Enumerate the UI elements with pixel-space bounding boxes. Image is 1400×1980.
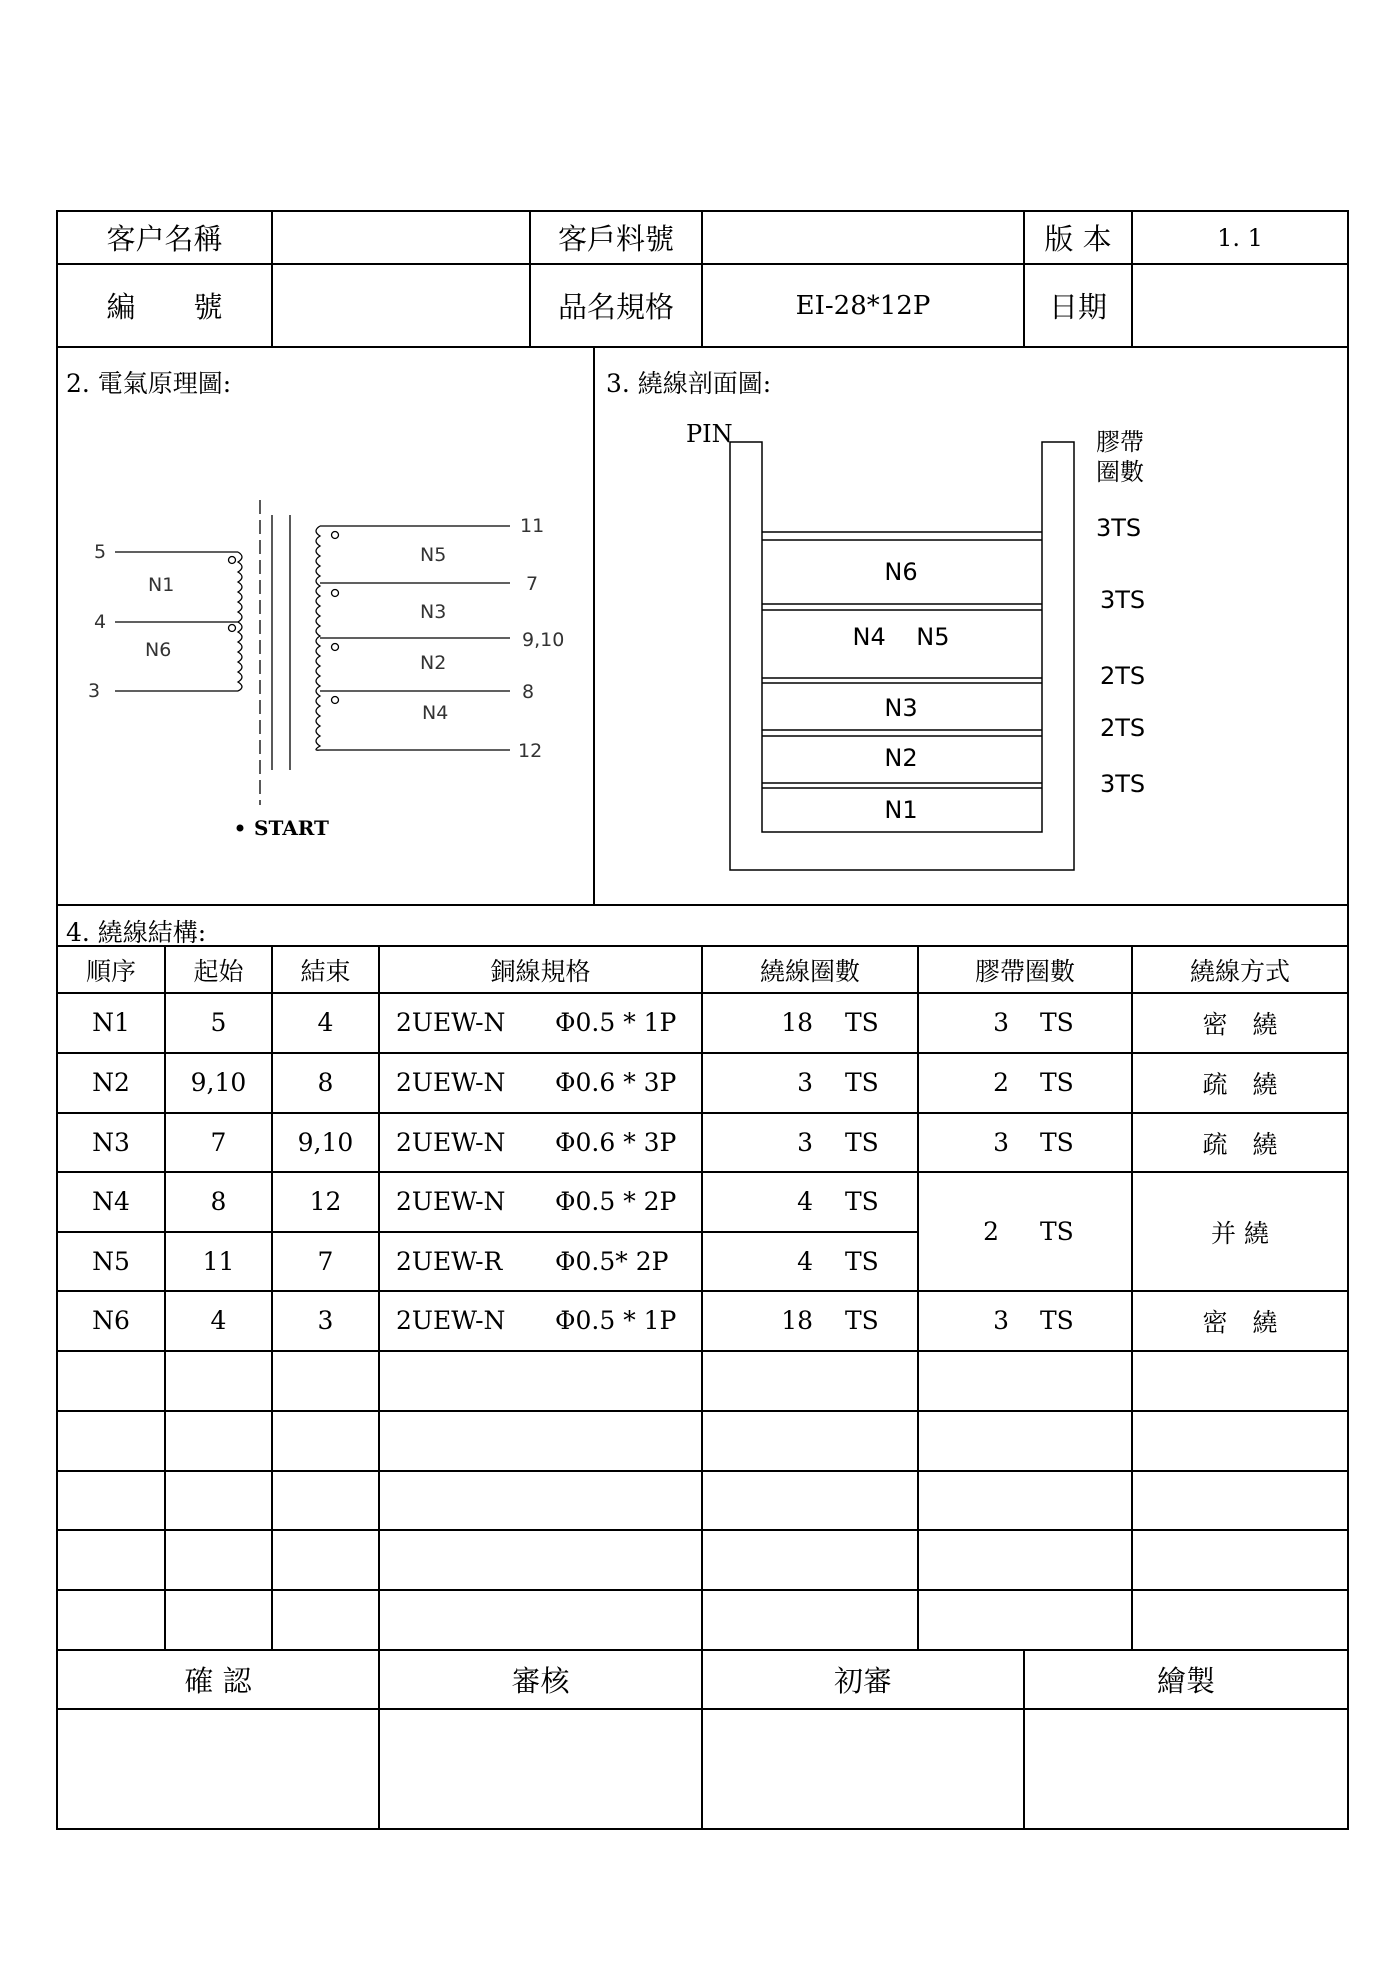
spec-label: 品名規格: [557, 290, 674, 324]
cell-end: 9,10: [297, 1128, 354, 1157]
cell-sequence: N5: [92, 1247, 130, 1276]
winding-title: 4. 繞線結構:: [66, 918, 207, 947]
cell-sequence: N4: [92, 1187, 130, 1216]
cell-end: 8: [317, 1068, 334, 1097]
cell-turns-unit: TS: [845, 1306, 879, 1335]
cell-start: 4: [210, 1306, 227, 1335]
cell-turns-unit: TS: [845, 1247, 879, 1276]
cell-wire: 2UEW-N: [396, 1068, 506, 1097]
winding-label: N4: [422, 702, 449, 724]
customer-part-label: 客戶料號: [557, 222, 674, 256]
cell-method: 密 繞: [1202, 1009, 1278, 1039]
pin-label: 12: [518, 740, 543, 762]
layer-label: N4 N5: [852, 623, 950, 651]
cell-tape: 3: [993, 1306, 1009, 1335]
cell-diameter: Φ0.5 * 1P: [555, 1008, 677, 1037]
winding-label: N1: [148, 574, 175, 596]
column-header: 銅線規格: [490, 956, 591, 986]
winding-label: N6: [145, 639, 172, 661]
cell-method: 疏 繞: [1202, 1129, 1278, 1159]
column-header: 起始: [193, 956, 244, 986]
cell-start: 11: [202, 1247, 235, 1276]
tape-turns: 2TS: [1100, 714, 1146, 742]
border-line: [56, 904, 1349, 906]
cell-method: 疏 繞: [1202, 1069, 1278, 1099]
cell-turns: 4: [797, 1187, 813, 1216]
tape-turns: 2TS: [1100, 662, 1146, 690]
cell-end: 3: [317, 1306, 334, 1335]
customer-name-value: [273, 212, 529, 263]
signoff-label: 審核: [511, 1664, 570, 1698]
signoff-label: 繪製: [1156, 1664, 1215, 1698]
cell-start: 5: [210, 1008, 227, 1037]
cell-sequence: N3: [92, 1128, 130, 1157]
column-header: 繞線圈數: [759, 956, 860, 986]
cell-tape: 3: [993, 1128, 1009, 1157]
column-header: 順序: [85, 956, 136, 986]
cell-turns-unit: TS: [845, 1128, 879, 1157]
pin-label: 3: [88, 680, 101, 702]
code-label: 編 號: [106, 290, 223, 324]
pin-label: 5: [94, 541, 107, 563]
customer-part-value: [703, 212, 1023, 263]
cross-section-diagram: [596, 400, 1346, 900]
layer-label: N1: [884, 796, 918, 824]
cell-tape: 2: [993, 1068, 1009, 1097]
cell-turns: 4: [797, 1247, 813, 1276]
cell-turns-unit: TS: [845, 1187, 879, 1216]
cell-method: 密 繞: [1202, 1307, 1278, 1337]
cell-end: 7: [317, 1247, 334, 1276]
start-label: START: [254, 816, 329, 840]
tape-turns: 3TS: [1100, 586, 1146, 614]
column-header: 膠帶圈數: [974, 956, 1075, 986]
pin-label: PIN: [686, 420, 733, 448]
border-line: [378, 945, 380, 1650]
cell-turns: 3: [797, 1128, 813, 1157]
cell-tape-unit: TS: [1040, 1068, 1074, 1097]
customer-name-label: 客户名稱: [106, 222, 223, 256]
cell-tape-unit: TS: [1040, 1008, 1074, 1037]
schematic-title: 2. 電氣原理圖:: [66, 369, 232, 398]
cell-diameter: Φ0.5 * 1P: [555, 1306, 677, 1335]
cell-tape: 3: [993, 1008, 1009, 1037]
layer-label: N3: [884, 694, 918, 722]
cell-diameter: Φ0.6 * 3P: [555, 1128, 677, 1157]
spec-value: EI-28*12P: [795, 290, 931, 321]
merged-method: 并 繞: [1211, 1218, 1269, 1248]
pin-label: 7: [526, 573, 539, 595]
cell-sequence: N2: [92, 1068, 130, 1097]
pin-label: 9,10: [522, 629, 565, 651]
cell-wire: 2UEW-N: [396, 1187, 506, 1216]
cell-wire: 2UEW-N: [396, 1008, 506, 1037]
cell-end: 12: [309, 1187, 342, 1216]
cell-start: 9,10: [190, 1068, 247, 1097]
signoff-box[interactable]: [703, 1710, 1023, 1828]
signoff-box[interactable]: [1025, 1710, 1347, 1828]
winding-label: N3: [420, 601, 447, 623]
signoff-label: 初審: [833, 1664, 892, 1698]
cell-turns-unit: TS: [845, 1008, 879, 1037]
tape-header: 膠帶: [1096, 428, 1144, 456]
version-value: 1. 1: [1217, 223, 1263, 252]
cell-wire: 2UEW-N: [396, 1306, 506, 1335]
cell-turns: 18: [781, 1008, 813, 1037]
date-value: [1133, 265, 1347, 346]
signoff-box[interactable]: [58, 1710, 378, 1828]
cell-wire: 2UEW-N: [396, 1128, 506, 1157]
signoff-label: 確 認: [184, 1664, 252, 1698]
border-line: [1347, 210, 1349, 1829]
cell-sequence: N6: [92, 1306, 130, 1335]
merged-tape-unit: TS: [1040, 1217, 1074, 1246]
cell-wire: 2UEW-R: [396, 1247, 503, 1276]
cross-section-title: 3. 繞線剖面圖:: [606, 369, 772, 398]
cell-turns: 3: [797, 1068, 813, 1097]
tape-turns: 3TS: [1100, 770, 1146, 798]
signoff-box[interactable]: [380, 1710, 701, 1828]
cell-diameter: Φ0.6 * 3P: [555, 1068, 677, 1097]
border-line: [593, 346, 595, 905]
merged-tape-count: 2: [983, 1217, 999, 1246]
pin-label: 11: [520, 515, 545, 537]
column-header: 繞線方式: [1189, 956, 1290, 986]
date-label: 日期: [1048, 290, 1107, 324]
column-header: 結束: [300, 956, 351, 986]
pin-label: 8: [522, 681, 535, 703]
winding-label: N5: [420, 544, 447, 566]
code-value: [273, 265, 529, 346]
tape-header: 圈數: [1096, 458, 1144, 486]
schematic-diagram: [60, 460, 590, 860]
cell-turns-unit: TS: [845, 1068, 879, 1097]
pin-label: 4: [94, 611, 107, 633]
version-label: 版 本: [1044, 222, 1112, 256]
cell-start: 8: [210, 1187, 227, 1216]
cell-turns: 18: [781, 1306, 813, 1335]
cell-end: 4: [317, 1008, 334, 1037]
cell-sequence: N1: [92, 1008, 130, 1037]
layer-label: N6: [884, 558, 918, 586]
tape-turns: 3TS: [1096, 514, 1142, 542]
cell-tape-unit: TS: [1040, 1128, 1074, 1157]
cell-tape-unit: TS: [1040, 1306, 1074, 1335]
layer-label: N2: [884, 744, 918, 772]
winding-label: N2: [420, 652, 447, 674]
cell-diameter: Φ0.5* 2P: [555, 1247, 669, 1276]
cell-start: 7: [210, 1128, 227, 1157]
cell-diameter: Φ0.5 * 2P: [555, 1187, 677, 1216]
